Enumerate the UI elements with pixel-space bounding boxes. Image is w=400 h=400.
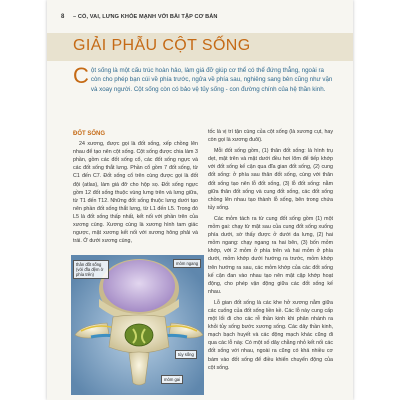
right-paragraph-4: Lỗ gian đốt sống là các khe hở xương nằm giữa các cuống của đốt sống liền kề. Các lỗ này cung cấp một lối đi cho các rễ thần kinh khi phân nhánh ra khỏi tủy sống bước xương sống. Các dây thần kinh, mạch bạch huyết và các động mạch khác cũng đi qua các lỗ này. Có một số dây chằng nhỏ kết nối các đốt sống với nhau, ngoài ra cũng có khá nhiều cơ bám vào đốt sống để điều khiển chuyển động của cột sống.: [208, 299, 333, 371]
label-transverse-process: mỏm ngang: [173, 259, 201, 268]
right-paragraph-2: Mỗi đốt sống gồm, (1) thân đốt sống: là hình trụ dẹt, mặt trên và mặt dưới đều hơi lõm để tiếp khớp với đốt sống kế cận qua đĩa gian đốt sống, (2) cung đốt sống: ở phía sau thân đốt sống, cùng với thân đốt sống tạo nên lỗ đốt sống, (3) lỗ đốt sống: nằm giữa thân đốt sống và cung đốt sống, các đốt sống chồng lên nhau tạo thành lỗ sống, bên trong chứa tủy sống.: [208, 148, 333, 211]
title-band: [47, 33, 353, 61]
right-paragraph-3: Các mỏm tách ra từ cung đốt sống gồm (1) một mỏm gai: chạy từ mặt sau của cung đốt sống xuống phía dưới, sờ thấy được ở dưới da lưng, (2) hai mỏm ngang: chạy ngang ra hai bên, (3) bốn mỏm khớp, với 2 mỏm ở phía trên và hai mỏm ở phía dưới, mỏm khớp dưới hướng ra trước, mỏm khớp trên hướng ra sau, các mỏm khớp của các đốt sống kế cận đan vào nhau tạo nên mặt cặp khớp hoạt động, cho phép vận động giữa các đốt sống kế nhau.: [208, 215, 333, 295]
page-number: 8: [61, 14, 65, 20]
label-spinous-process: mỏm gai: [161, 375, 183, 384]
left-paragraph: 24 xương, được gọi là đốt sống, xếp chồng lên nhau để tạo nên cột sống. Cột sống được chia làm 3 phần, gồm các đốt sống cổ, các đốt sống ngực và các đốt sống thắt lưng. Phần cổ gồm 7 đốt sống, từ C1 đến C7. Đốt sống cổ trên cùng được gọi là đốt đội (atlas), làm giá đỡ cho hộp sọ. Đốt sống ngực gồm 12 đốt sống thuộc vùng lưng trên và lưng giữa, từ T1 đến T12. Những đốt sống thuộc lưng dưới tạo nên phần đốt sống thắt lưng, từ L1 đến L5. Trong đó L5 là đốt sống thấp nhất, kết nối với phần trên của xương cùng. Xương cùng là xương hình tam giác ngược, mặt xương kết nối với xương hông phải và trái. Ở dưới xương cùng,: [73, 141, 198, 245]
intro-text: ột sống là một cấu trúc hoàn hảo, làm giá đỡ giúp cơ thể có thể đứng thẳng, ngoài ra còn cho phép bạn cúi về phía trước, ngửa về phía sau, nghiêng sang bên cũng như vặn và xoay người. Cột sống còn có bảo vệ tủy sống - con đường chính của hệ thần kinh.: [90, 67, 333, 93]
section-title: – CỔ, VAI, LƯNG KHỎE MẠNH VỚI BÀI TẬP CƠ BẢN: [73, 14, 218, 20]
running-header: [47, 0, 353, 30]
page-title: GIẢI PHẪU CỘT SỐNG: [73, 37, 251, 54]
left-column: [73, 130, 198, 248]
subheading-vertebrae: ĐỐT SỐNG: [73, 131, 106, 137]
vertebra-illustration: [71, 255, 204, 395]
dropcap-letter: C: [73, 63, 89, 88]
intro-paragraph: [73, 63, 333, 94]
label-spinal-cord: tủy sống: [175, 350, 197, 359]
right-paragraph-1: tốc là vị trí tận cùng của cột sống (là xương cụt, hay còn gọi là xương đuôi).: [208, 129, 333, 144]
label-vertebral-body: thân đốt sống (với đĩa đệm ở phía trên): [73, 260, 109, 279]
book-page: [47, 0, 353, 400]
right-column: [208, 128, 333, 375]
